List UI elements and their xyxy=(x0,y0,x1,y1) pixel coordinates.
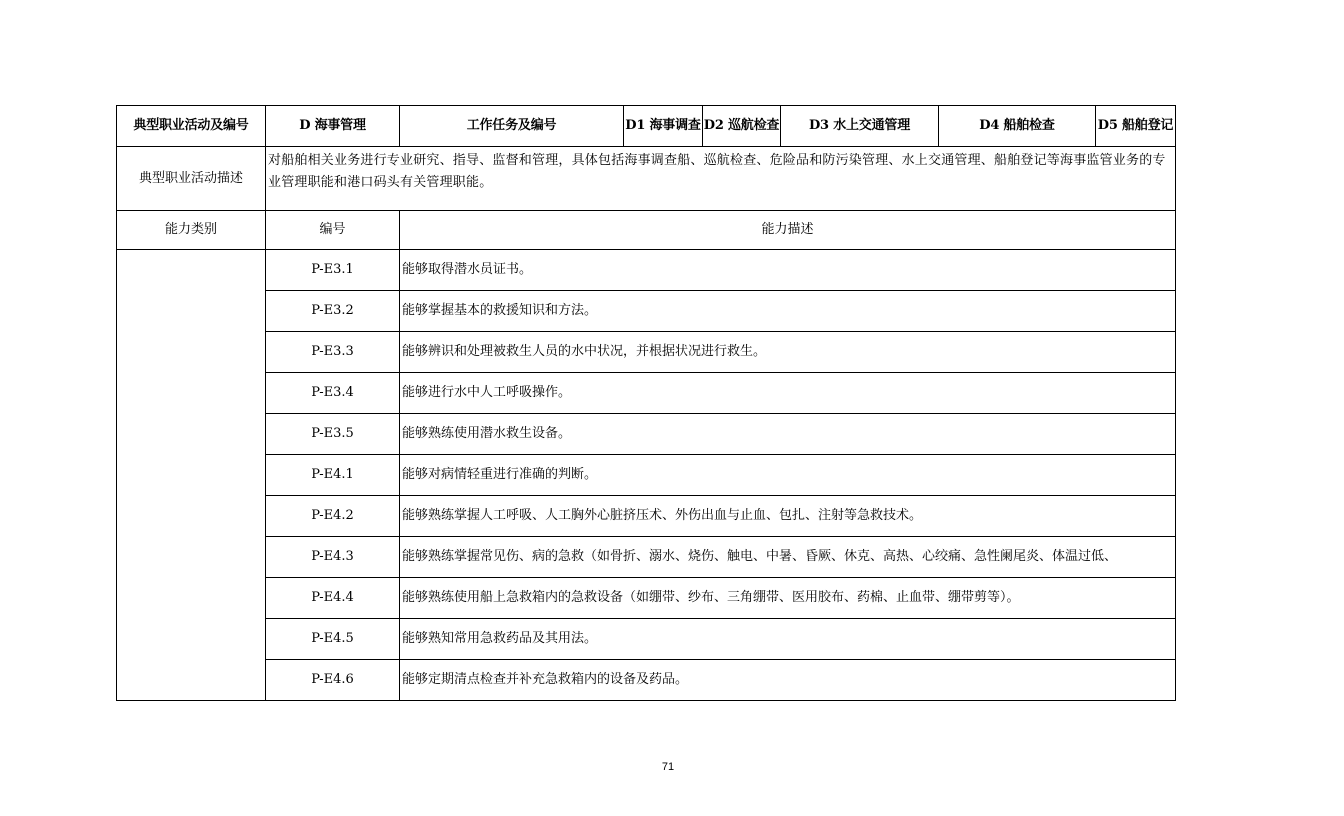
table-row xyxy=(117,332,1176,373)
ability-description: 能够辨识和处理被救生人员的水中状况，并根据状况进行救生。 xyxy=(400,332,1176,373)
task-d4: D4 船舶检查 xyxy=(939,106,1096,147)
ability-code: P-E3.1 xyxy=(266,250,400,291)
ability-code: P-E3.3 xyxy=(266,332,400,373)
table-row xyxy=(117,291,1176,332)
table-row xyxy=(117,578,1176,619)
ability-code: P-E4.1 xyxy=(266,455,400,496)
ability-code: P-E3.4 xyxy=(266,373,400,414)
task-d5: D5 船舶登记 xyxy=(1096,106,1176,147)
ability-code: P-E3.2 xyxy=(266,291,400,332)
ability-description: 能够熟练掌握人工呼吸、人工胸外心脏挤压术、外伤出血与止血、包扎、注射等急救技术。 xyxy=(400,496,1176,537)
table-row xyxy=(117,250,1176,291)
ability-description: 能够熟练使用潜水救生设备。 xyxy=(400,414,1176,455)
code-column-header: 编号 xyxy=(266,211,400,250)
activity-value: D 海事管理 xyxy=(266,106,400,147)
ability-code: P-E4.3 xyxy=(266,537,400,578)
ability-description: 能够熟知常用急救药品及其用法。 xyxy=(400,619,1176,660)
ability-code: P-E4.4 xyxy=(266,578,400,619)
ability-description: 能够熟练使用船上急救箱内的急救设备（如绷带、纱布、三角绷带、医用胶布、药棉、止血带、绷带剪等）。 xyxy=(400,578,1176,619)
ability-code: P-E3.5 xyxy=(266,414,400,455)
description-text: 对船舶相关业务进行专业研究、指导、监督和管理，具体包括海事调查船、巡航检查、危险品和防污染管理、水上交通管理、船舶登记等海事监管业务的专业管理职能和港口码头有关管理职能。 xyxy=(266,147,1176,211)
ability-code: P-E4.5 xyxy=(266,619,400,660)
table-row xyxy=(117,373,1176,414)
table-row xyxy=(117,537,1176,578)
ability-description: 能够对病情轻重进行准确的判断。 xyxy=(400,455,1176,496)
ability-description: 能够进行水中人工呼吸操作。 xyxy=(400,373,1176,414)
ability-description: 能够熟练掌握常见伤、病的急救（如骨折、溺水、烧伤、触电、中暑、昏厥、休克、高热、心绞痛、急性阑尾炎、体温过低、 xyxy=(400,537,1176,578)
ability-description: 能够掌握基本的救援知识和方法。 xyxy=(400,291,1176,332)
category-cell xyxy=(117,250,266,701)
page-number: 71 xyxy=(661,761,675,773)
ability-description: 能够取得潜水员证书。 xyxy=(400,250,1176,291)
description-label: 典型职业活动描述 xyxy=(117,147,266,211)
ability-code: P-E4.6 xyxy=(266,660,400,701)
table-row xyxy=(117,496,1176,537)
description-row xyxy=(117,147,1176,211)
table-row xyxy=(117,660,1176,701)
table-row xyxy=(117,414,1176,455)
category-column-header: 能力类别 xyxy=(117,211,266,250)
task-d3: D3 水上交通管理 xyxy=(781,106,939,147)
task-label: 工作任务及编号 xyxy=(400,106,624,147)
ability-column-header: 能力描述 xyxy=(400,211,1176,250)
table-row xyxy=(117,455,1176,496)
table-row xyxy=(117,619,1176,660)
task-d2: D2 巡航检查 xyxy=(703,106,781,147)
activity-label: 典型职业活动及编号 xyxy=(117,106,266,147)
ability-code: P-E4.2 xyxy=(266,496,400,537)
task-d1: D1 海事调查 xyxy=(624,106,703,147)
competency-table xyxy=(116,105,1176,701)
header-row xyxy=(117,106,1176,147)
column-header-row xyxy=(117,211,1176,250)
ability-description: 能够定期清点检查并补充急救箱内的设备及药品。 xyxy=(400,660,1176,701)
